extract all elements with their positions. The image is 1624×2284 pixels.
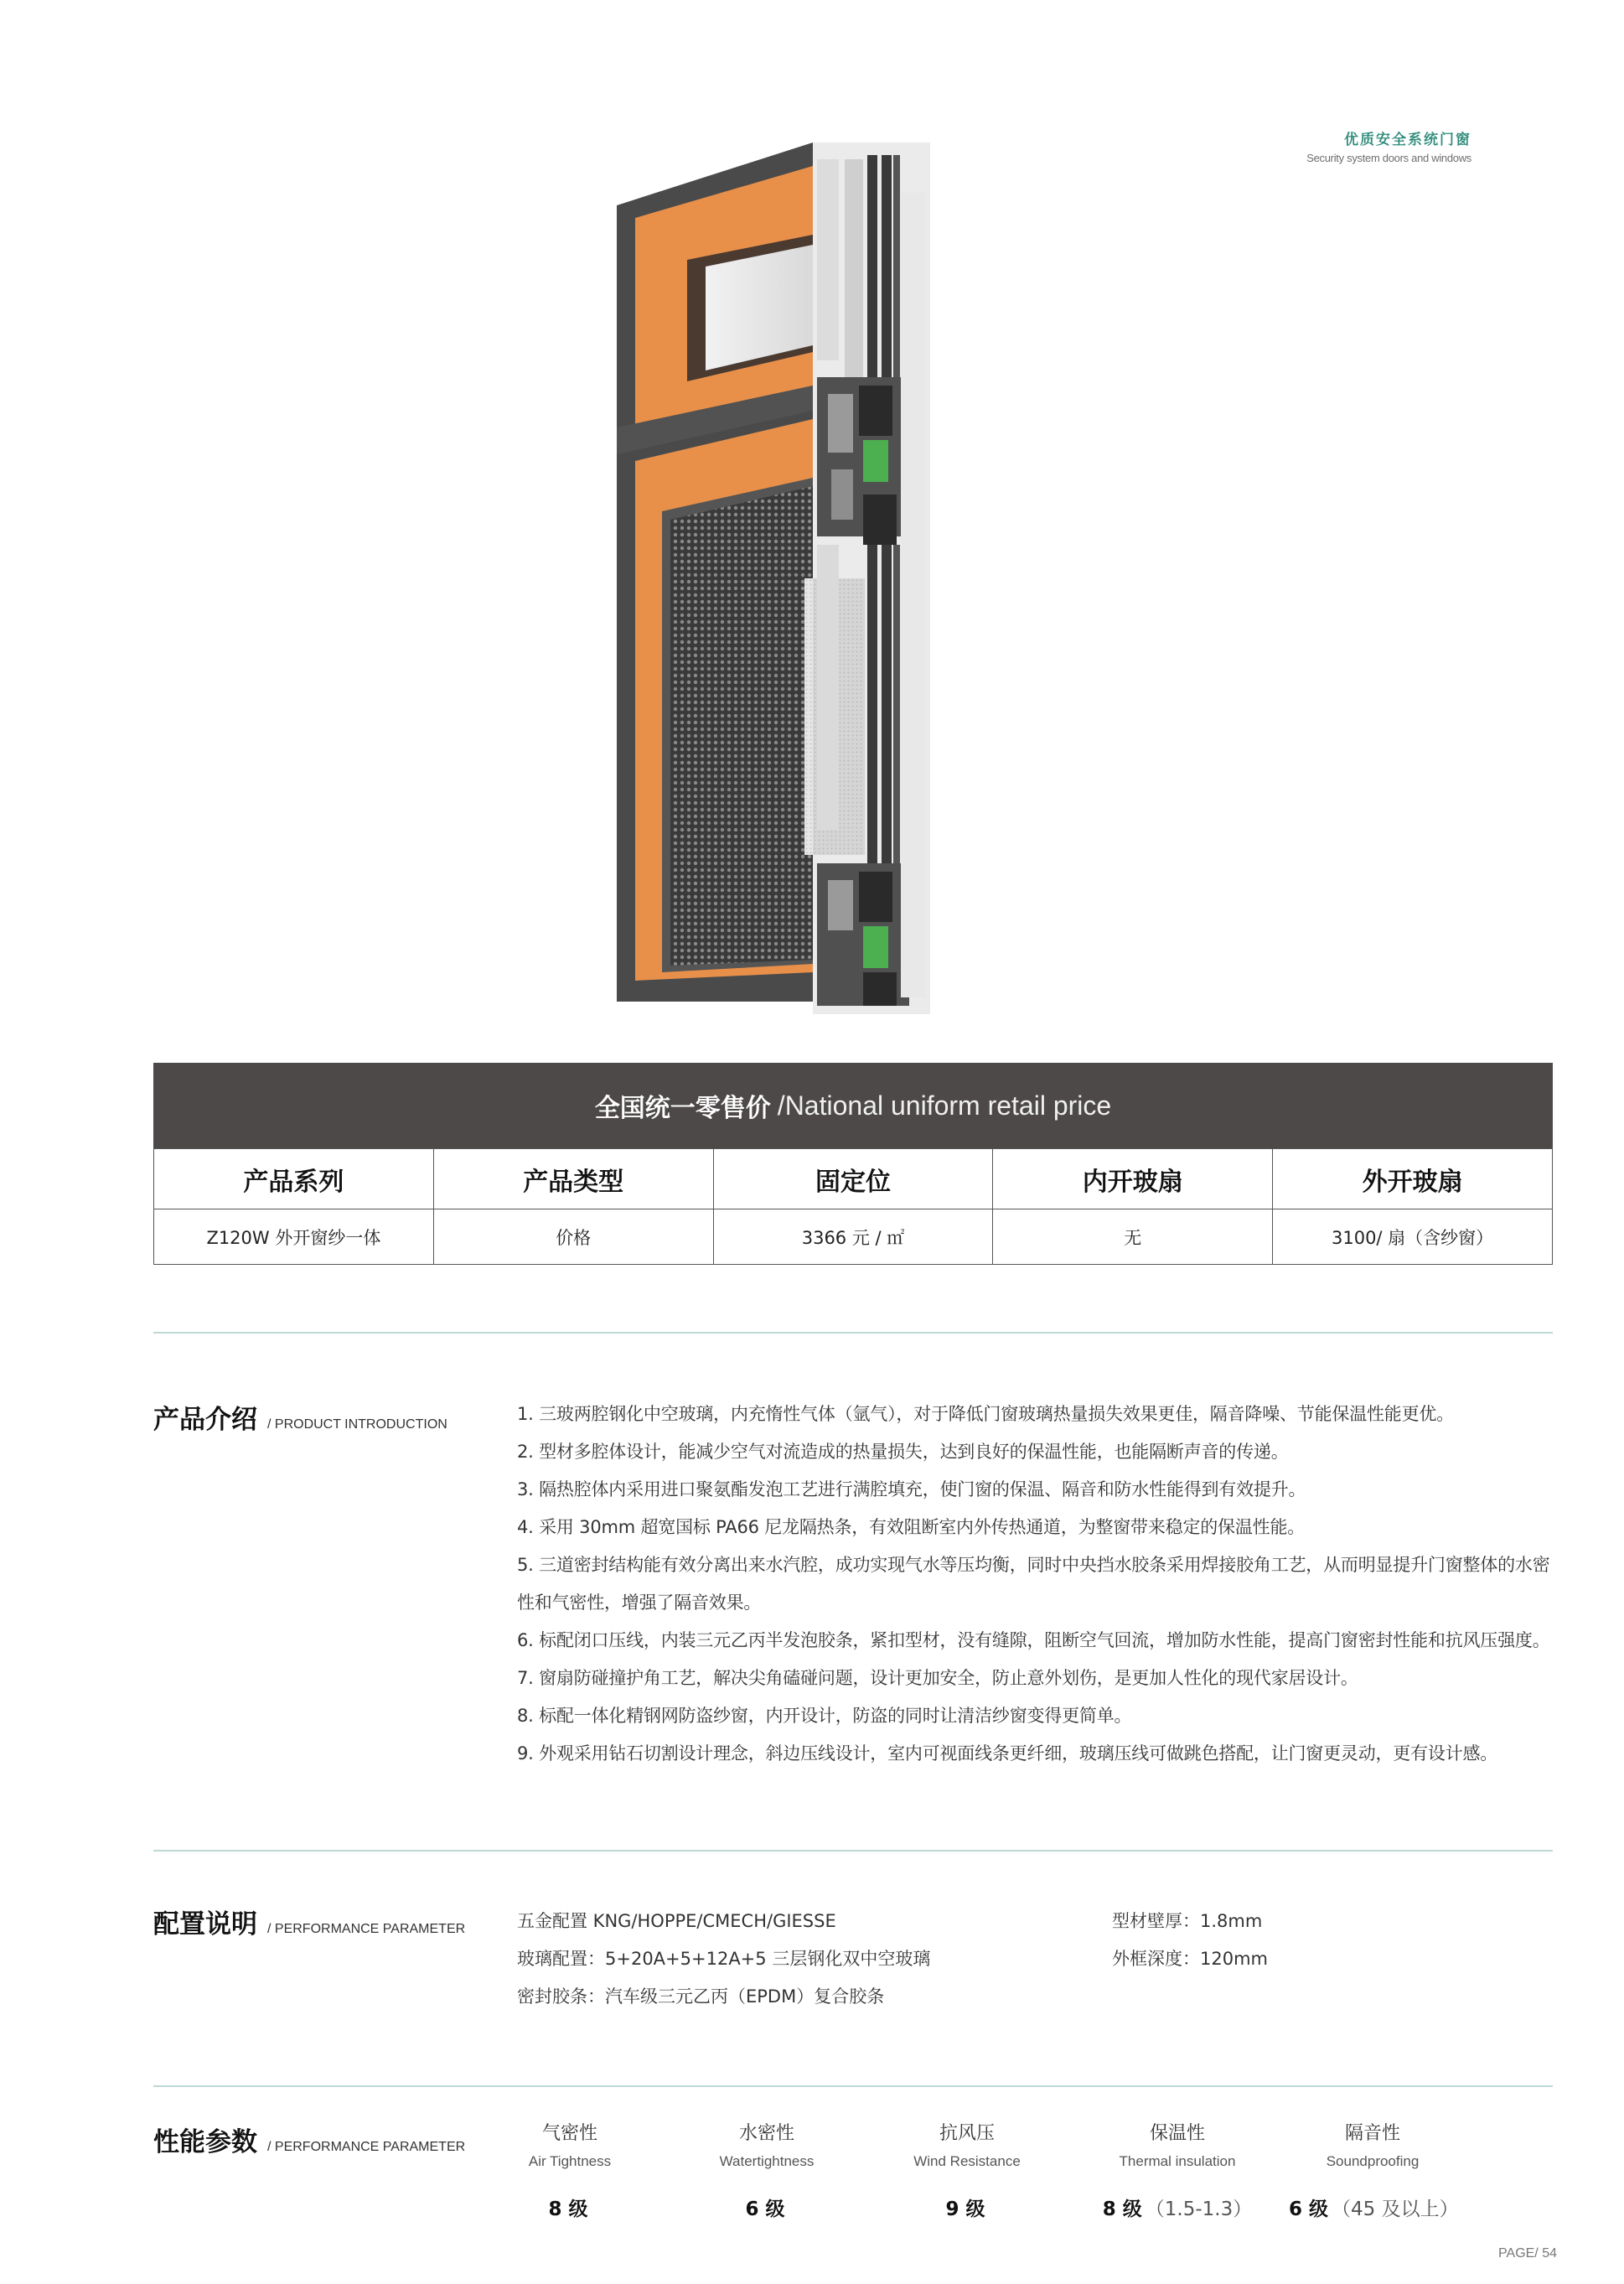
price-title-en: /National uniform retail price: [777, 1090, 1112, 1121]
performance-title-cn: 性能参数: [153, 2127, 257, 2157]
perf-air-tightness: [486, 2119, 654, 2221]
perf-label-en: Soundproofing: [1326, 2153, 1420, 2169]
table-row: [154, 1209, 1553, 1265]
config-title-en: / PERFORMANCE PARAMETER: [267, 1922, 466, 1936]
perf-label-en: Air Tightness: [528, 2153, 612, 2169]
perf-soundproofing: [1289, 2119, 1459, 2221]
perf-wind-resistance: [883, 2119, 1051, 2221]
perf-extra: （1.5-1.3）: [1145, 2199, 1253, 2220]
config-frame-depth: 外框深度：120mm: [1112, 1949, 1268, 1969]
cell-inward-sash: 无: [993, 1209, 1273, 1265]
intro-title-cn: 产品介绍: [153, 1405, 257, 1435]
performance-title: [153, 2121, 465, 2158]
perf-value: [1289, 2193, 1459, 2221]
perf-value: [486, 2193, 654, 2221]
config-seal: 密封胶条：汽车级三元乙丙（EPDM）复合胶条: [517, 1986, 885, 2007]
list-item: 3. 隔热腔体内采用进口聚氨酯发泡工艺进行满腔填充，使门窗的保温、隔音和防水性能得到有效提升。: [517, 1479, 1306, 1499]
list-item: 6. 标配闭口压线，内装三元乙丙半发泡胶条，紧扣型材，没有缝隙，阻断空气回流，增加防水性能，提高门窗密封性能和抗风压强度。: [517, 1630, 1550, 1650]
brand-subtitle: Security system doors and windows: [1306, 152, 1471, 164]
perf-label-en: Thermal insulation: [1119, 2153, 1236, 2169]
price-title-cn: 全国统一零售价: [594, 1094, 771, 1123]
price-header: [153, 1063, 1553, 1148]
price-table: [153, 1148, 1553, 1265]
list-item: 2. 型材多腔体设计，能减少空气对流造成的热量损失，达到良好的保温性能，也能隔断声音的传递。: [517, 1442, 1289, 1462]
cell-fixed-pane: 3366 元 / ㎡: [713, 1209, 993, 1265]
config-hardware: 五金配置 KNG/HOPPE/CMECH/GIESSE: [517, 1911, 836, 1931]
list-item: 5. 三道密封结构能有效分离出来水汽腔，成功实现气水等压均衡，同时中央挡水胶条采用焊接胶角工艺，从而明显提升门窗整体的水密性和气密性，增强了隔音效果。: [517, 1555, 1550, 1613]
header-outward-sash: 外开玻扇: [1273, 1149, 1553, 1209]
header-product-type: 产品类型: [433, 1149, 713, 1209]
perf-grade: 6 级: [745, 2199, 785, 2220]
header-inward-sash: 内开玻扇: [993, 1149, 1273, 1209]
header-fixed-pane: 固定位: [713, 1149, 993, 1209]
list-item: 7. 窗扇防碰撞护角工艺，解决尖角磕碰问题，设计更加安全，防止意外划伤，是更加人性化的现代家居设计。: [517, 1668, 1358, 1688]
perf-label-cn: 气密性: [541, 2123, 597, 2144]
list-item: 8. 标配一体化精钢网防盗纱窗，内开设计，防盗的同时让清洁纱窗变得更简单。: [517, 1706, 1132, 1726]
cell-outward-sash: 3100/ 扇（含纱窗）: [1273, 1209, 1553, 1265]
config-title-cn: 配置说明: [153, 1909, 257, 1940]
perf-grade: 9 级: [945, 2199, 985, 2220]
performance-title-en: / PERFORMANCE PARAMETER: [267, 2140, 466, 2154]
intro-title: [153, 1398, 447, 1436]
perf-value: [883, 2193, 1051, 2221]
price-table-header-row: [154, 1149, 1553, 1209]
perf-grade: 8 级: [1102, 2199, 1142, 2220]
perf-label-cn: 保温性: [1149, 2123, 1205, 2144]
perf-grade: 6 级: [1289, 2199, 1329, 2220]
brand-block: [1306, 127, 1471, 164]
config-wall-thickness: 型材壁厚：1.8mm: [1112, 1911, 1263, 1931]
cell-product-series: Z120W 外开窗纱一体: [154, 1209, 434, 1265]
perf-thermal-insulation: [1094, 2119, 1261, 2221]
intro-title-en: / PRODUCT INTRODUCTION: [267, 1417, 447, 1432]
perf-value: [683, 2193, 851, 2221]
config-left-list: [517, 1903, 930, 2016]
divider: [153, 1850, 1553, 1852]
divider: [153, 1332, 1553, 1334]
perf-extra: （45 及以上）: [1332, 2199, 1459, 2220]
perf-value: [1094, 2193, 1261, 2221]
list-item: 9. 外观采用钻石切割设计理念，斜边压线设计，室内可视面线条更纤细，玻璃压线可做跳色搭配，让门窗更灵动，更有设计感。: [517, 1743, 1498, 1763]
page-number: PAGE/ 54: [1498, 2246, 1557, 2261]
config-title: [153, 1903, 465, 1940]
cell-product-type: 价格: [433, 1209, 713, 1265]
config-right-list: [1112, 1903, 1268, 1978]
perf-watertightness: [683, 2119, 851, 2221]
list-item: 4. 采用 30mm 超宽国标 PA66 尼龙隔热条，有效阻断室内外传热通道，为整窗带来稳定的保温性能。: [517, 1517, 1306, 1537]
perf-label-cn: 隔音性: [1344, 2123, 1400, 2144]
header-product-series: 产品系列: [154, 1149, 434, 1209]
perf-grade: 8 级: [548, 2199, 588, 2220]
perf-label-en: Wind Resistance: [913, 2153, 1021, 2169]
list-item: 1. 三玻两腔钢化中空玻璃，内充惰性气体（氩气），对于降低门窗玻璃热量损失效果更佳，隔音降噪、节能保温性能更优。: [517, 1404, 1455, 1424]
config-glass: 玻璃配置：5+20A+5+12A+5 三层钢化双中空玻璃: [517, 1949, 931, 1969]
divider: [153, 2085, 1553, 2087]
perf-label-cn: 抗风压: [939, 2123, 995, 2144]
perf-label-cn: 水密性: [738, 2123, 794, 2144]
window-profile-image: [612, 142, 964, 1014]
perf-label-en: Watertightness: [719, 2153, 815, 2169]
brand-title: 优质安全系统门窗: [1344, 132, 1471, 148]
intro-list: [517, 1396, 1556, 1773]
